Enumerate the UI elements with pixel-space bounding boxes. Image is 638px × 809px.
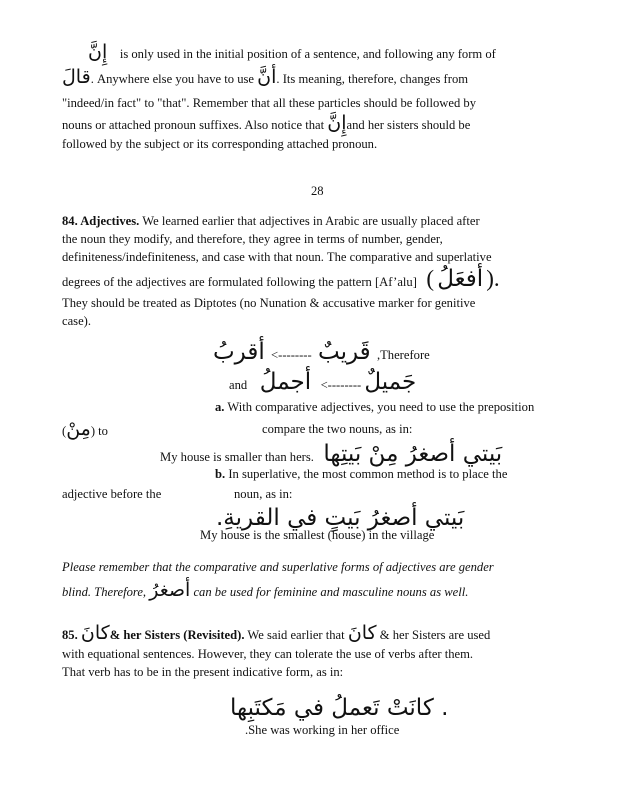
example-jamil-row bbox=[229, 369, 417, 395]
intro-text-1: is only used in the initial position of a sentence, and following any form of bbox=[119, 47, 496, 61]
arabic-kaana-2: كانَ bbox=[347, 622, 377, 644]
adjectives-line-3 bbox=[62, 248, 492, 266]
intro-line-1 bbox=[88, 43, 496, 63]
example-1-english: My house is smaller than hers. bbox=[160, 450, 314, 464]
kaana-text-1: We said earlier that bbox=[247, 628, 345, 642]
noun-as-in-text: noun, as in: bbox=[234, 487, 293, 501]
arabic-asghar: أصغرُ bbox=[149, 579, 191, 601]
arabic-qarib: قَريبٌ bbox=[317, 339, 371, 365]
page-number: 28 bbox=[311, 184, 324, 198]
example-3-english-row bbox=[245, 721, 399, 739]
intro-line-2 bbox=[62, 68, 468, 88]
compare-text-line bbox=[262, 420, 412, 438]
example-2-arabic: بَيتي أصغرُ بَيتٍ في القريةِ. bbox=[216, 505, 465, 531]
arabic-afal: أفعَلُ bbox=[437, 266, 484, 292]
kaana-text-1b: & her Sisters are used bbox=[379, 628, 491, 642]
and-text: and bbox=[229, 378, 248, 392]
arabic-qaala: قالَ bbox=[62, 66, 91, 88]
example-3-arabic: . كانَتْ تَعملُ في مَكتَبِها bbox=[230, 695, 449, 721]
comparative-line bbox=[215, 398, 534, 416]
min-line bbox=[62, 420, 108, 440]
noun-as-in-line bbox=[234, 485, 292, 503]
intro-text-4: nouns or attached pronoun suffixes. Also notice that bbox=[62, 118, 325, 132]
kaana-heading-line bbox=[62, 624, 490, 644]
kaana-text-3: That verb has to be in the present indicative form, as in: bbox=[62, 665, 344, 679]
intro-line-4 bbox=[62, 114, 470, 134]
arabic-inna: إِنَّ bbox=[88, 41, 108, 63]
intro-text-3: "indeed/in fact" to "that". Remember that all these particles should be followed by bbox=[62, 96, 477, 110]
adjectives-line-4 bbox=[62, 266, 500, 292]
intro-text-5: followed by the subject or its corresponding attached pronoun. bbox=[62, 137, 378, 151]
intro-text-2: . Anywhere else you have to use bbox=[90, 72, 255, 86]
arabic-aqrab: أقربُ bbox=[213, 339, 265, 365]
adjectives-text-6: case). bbox=[62, 314, 92, 328]
note-text-2a: blind. Therefore, bbox=[62, 585, 147, 599]
intro-line-3 bbox=[62, 94, 476, 112]
arabic-jamil: جَميلٌ bbox=[364, 369, 417, 395]
arabic-min: مِنْ bbox=[66, 418, 91, 440]
arabic-kaana: كانَ bbox=[80, 622, 110, 644]
paren-close: ). bbox=[486, 266, 500, 291]
adjectives-heading: 84. Adjectives. bbox=[62, 214, 140, 228]
superlative-text: In superlative, the most common method is to place the bbox=[228, 467, 508, 481]
example-2-english-row bbox=[200, 526, 434, 544]
intro-text-2b: . Its meaning, therefore, changes from bbox=[276, 72, 469, 86]
adjectives-line-1 bbox=[62, 212, 480, 230]
min-paren-close: ) to bbox=[90, 424, 108, 438]
example-qarib-row bbox=[213, 339, 430, 365]
example-1-arabic: بَيتي أصغرُ مِنْ بَيتِها bbox=[323, 441, 503, 467]
kaana-line-3 bbox=[62, 663, 343, 681]
note-line-1 bbox=[62, 558, 494, 576]
label-b: b. bbox=[215, 467, 226, 481]
comparative-text: With comparative adjectives, you need to use the preposition bbox=[227, 400, 535, 414]
compare-text: compare the two nouns, as in: bbox=[262, 422, 413, 436]
intro-text-4b: and her sisters should be bbox=[346, 118, 471, 132]
kaana-text-2: with equational sentences. However, they can tolerate the use of verbs after them. bbox=[62, 647, 474, 661]
arabic-ajmal: أجملُ bbox=[259, 369, 312, 395]
example-3-english: .She was working in her office bbox=[245, 723, 400, 737]
note-line-2 bbox=[62, 581, 468, 601]
adjectives-text-2: the noun they modify, and therefore, they agree in terms of number, gender, bbox=[62, 232, 443, 246]
therefore-text: ,Therefore bbox=[376, 348, 430, 362]
adjectives-text-3: definiteness/indefiniteness, and case with that noun. The comparative and superlative bbox=[62, 250, 492, 264]
adjectives-line-6 bbox=[62, 312, 91, 330]
min-paren-open: ( bbox=[62, 424, 67, 438]
example-2-english: My house is the smallest (house) in the village bbox=[200, 528, 435, 542]
note-text-1: Please remember that the comparative and superlative forms of adjectives are gender bbox=[62, 560, 494, 574]
arabic-inna-sisters: إِنَّ bbox=[327, 112, 347, 134]
section-85-title: & her Sisters (Revisited). bbox=[109, 628, 245, 642]
arrow-1: <-------- bbox=[271, 348, 312, 362]
adjectives-line-5 bbox=[62, 294, 475, 312]
arabic-anna: أنَّ bbox=[257, 66, 277, 88]
paren-open: ( bbox=[426, 266, 435, 291]
adj-before-line bbox=[62, 485, 161, 503]
adjectives-text-5: They should be treated as Diptotes (no Nunation & accusative marker for genitive bbox=[62, 296, 476, 310]
label-a: a. bbox=[215, 400, 225, 414]
note-text-2b: can be used for feminine and masculine nouns as well. bbox=[193, 585, 469, 599]
adjectives-line-2 bbox=[62, 230, 443, 248]
adjectives-text-1: We learned earlier that adjectives in Arabic are usually placed after bbox=[142, 214, 480, 228]
example-1-row bbox=[160, 441, 503, 467]
intro-line-5 bbox=[62, 135, 377, 153]
adjectives-text-4: degrees of the adjectives are formulated following the pattern [Af’alu] bbox=[62, 275, 417, 289]
superlative-line bbox=[215, 465, 507, 483]
example-3-arabic-row bbox=[230, 695, 448, 724]
arrow-2: <-------- bbox=[320, 378, 362, 392]
kaana-line-2 bbox=[62, 645, 473, 663]
section-85-number: 85. bbox=[62, 628, 78, 642]
adjective-before-text: adjective before the bbox=[62, 487, 162, 501]
